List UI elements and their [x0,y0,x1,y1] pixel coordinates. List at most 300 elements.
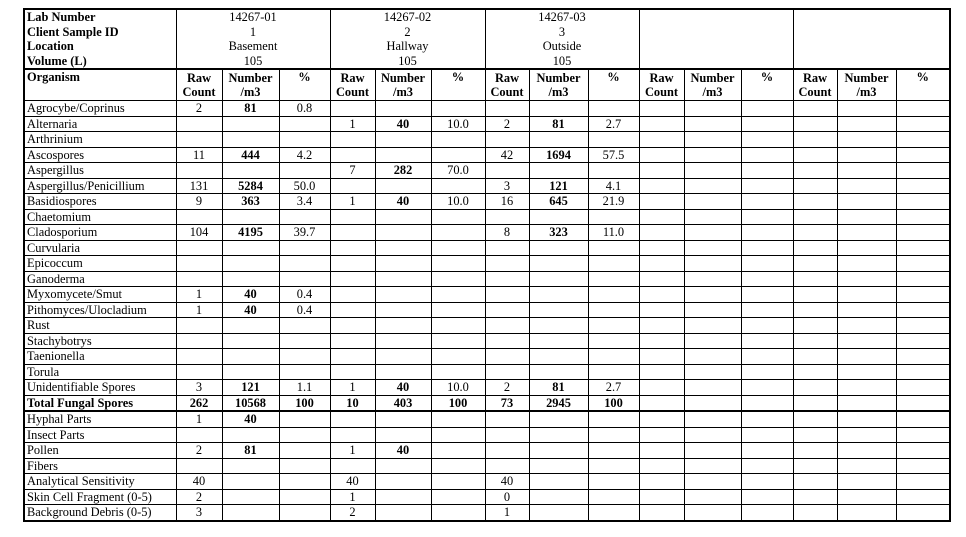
percent-cell [279,256,330,272]
number-per-m3-cell: 40 [375,116,431,132]
raw-count-cell [330,411,375,427]
percent-cell [588,364,639,380]
number-header-line1: Number [690,71,735,85]
number-per-m3-cell [684,411,741,427]
number-per-m3-cell [684,489,741,505]
raw-count-cell [330,271,375,287]
raw-count-cell [330,225,375,241]
number-per-m3-cell [222,427,279,443]
percent-cell [588,163,639,179]
number-per-m3-cell [837,178,896,194]
number-per-m3-cell [529,349,588,365]
number-per-m3-cell [222,474,279,490]
percent-cell [896,349,950,365]
table-row [24,333,950,349]
percent-cell [896,505,950,521]
percent-cell [279,474,330,490]
table-row [24,116,950,132]
raw-count-cell: 3 [176,505,222,521]
raw-count-header-line2: Count [335,85,370,99]
raw-count-cell [793,116,837,132]
table-row [24,364,950,380]
percent-cell [896,209,950,225]
table-row [24,427,950,443]
percent-cell [588,349,639,365]
percent-cell [279,458,330,474]
percent-header: % [588,69,639,101]
percent-cell [588,489,639,505]
number-per-m3-cell [222,333,279,349]
percent-cell [431,458,485,474]
organism-name: Analytical Sensitivity [24,474,176,490]
number-per-m3-cell [837,240,896,256]
percent-cell [741,458,793,474]
percent-cell [741,240,793,256]
raw-count-cell [330,240,375,256]
percent-cell [279,333,330,349]
raw-count-cell [330,209,375,225]
number-per-m3-cell [837,458,896,474]
number-per-m3-cell [837,194,896,210]
percent-cell [279,411,330,427]
sample-client-id [793,25,950,40]
number-per-m3-cell [837,474,896,490]
raw-count-cell [176,132,222,148]
raw-count-cell [793,349,837,365]
raw-count-cell [793,240,837,256]
raw-count-cell [793,101,837,117]
number-per-m3-cell [529,427,588,443]
percent-cell [741,380,793,396]
table-row [24,194,950,210]
raw-count-cell [330,318,375,334]
header-label: Lab Number [24,9,176,25]
percent-cell [431,349,485,365]
number-per-m3-cell [684,101,741,117]
organism-name: Basidiospores [24,194,176,210]
sample-location: Basement [176,39,330,54]
table-row [24,225,950,241]
table-row [24,489,950,505]
percent-cell [431,505,485,521]
raw-count-cell [485,163,529,179]
number-per-m3-cell [837,489,896,505]
organism-name: Alternaria [24,116,176,132]
raw-count-cell [330,256,375,272]
raw-count-cell [793,302,837,318]
organism-name: Skin Cell Fragment (0-5) [24,489,176,505]
number-header-line1: Number [228,71,273,85]
raw-count-header [485,69,529,101]
raw-count-cell [639,505,684,521]
percent-cell [896,380,950,396]
number-per-m3-cell: 81 [529,116,588,132]
organism-name: Pithomyces/Ulocladium [24,302,176,318]
raw-count-cell [639,302,684,318]
raw-count-cell [639,318,684,334]
number-per-m3-cell [837,443,896,459]
percent-cell [896,364,950,380]
raw-count-cell [485,427,529,443]
percent-cell: 100 [279,395,330,411]
organism-name: Cladosporium [24,225,176,241]
raw-count-cell [330,349,375,365]
number-header-line2: /m3 [548,85,569,99]
raw-count-cell [793,163,837,179]
number-per-m3-cell [837,256,896,272]
percent-cell [588,411,639,427]
percent-cell: 0.4 [279,287,330,303]
percent-cell: 4.2 [279,147,330,163]
raw-count-cell [639,427,684,443]
raw-count-cell [639,225,684,241]
percent-cell [431,132,485,148]
raw-count-cell [639,271,684,287]
table-row [24,132,950,148]
organism-name: Fibers [24,458,176,474]
number-per-m3-cell [684,147,741,163]
percent-cell: 39.7 [279,225,330,241]
percent-cell: 10.0 [431,116,485,132]
number-per-m3-cell [375,333,431,349]
raw-count-cell [485,411,529,427]
raw-count-cell: 2 [485,380,529,396]
percent-cell [279,209,330,225]
raw-count-cell [485,443,529,459]
number-per-m3-cell [684,256,741,272]
number-per-m3-cell: 645 [529,194,588,210]
number-per-m3-cell [837,147,896,163]
raw-count-cell [485,333,529,349]
raw-count-cell: 8 [485,225,529,241]
percent-cell: 10.0 [431,380,485,396]
number-per-m3-cell [684,395,741,411]
number-per-m3-cell: 323 [529,225,588,241]
raw-count-header [793,69,837,101]
organism-name: Total Fungal Spores [24,395,176,411]
percent-cell [588,443,639,459]
sample-lab-number [793,9,950,25]
percent-cell [431,240,485,256]
raw-count-header-line2: Count [490,85,524,99]
percent-cell [741,489,793,505]
number-per-m3-cell [529,256,588,272]
number-per-m3-cell [684,287,741,303]
number-per-m3-cell [684,333,741,349]
raw-count-cell [793,225,837,241]
raw-count-cell [639,147,684,163]
percent-cell [279,271,330,287]
percent-cell [741,225,793,241]
percent-cell [431,225,485,241]
number-per-m3-header [529,69,588,101]
organism-name: Aspergillus [24,163,176,179]
raw-count-cell: 2 [176,443,222,459]
table-row [24,147,950,163]
organism-name: Myxomycete/Smut [24,287,176,303]
raw-count-cell: 7 [330,163,375,179]
raw-count-cell [793,458,837,474]
percent-cell [431,178,485,194]
raw-count-cell: 1 [176,411,222,427]
raw-count-cell [639,349,684,365]
number-per-m3-cell [375,302,431,318]
percent-cell [279,489,330,505]
percent-cell [741,302,793,318]
number-per-m3-cell [375,287,431,303]
raw-count-cell [330,287,375,303]
number-per-m3-cell [529,302,588,318]
number-per-m3-cell [375,240,431,256]
raw-count-cell: 3 [176,380,222,396]
raw-count-cell: 1 [330,443,375,459]
percent-cell [588,287,639,303]
number-per-m3-cell: 4195 [222,225,279,241]
number-header-line2: /m3 [856,85,877,99]
raw-count-cell [639,333,684,349]
raw-count-cell [176,163,222,179]
raw-count-cell [793,505,837,521]
percent-cell [741,271,793,287]
sample-client-id: 3 [485,25,639,40]
number-per-m3-header [684,69,741,101]
organism-name: Insect Parts [24,427,176,443]
percent-cell [588,240,639,256]
raw-count-cell: 11 [176,147,222,163]
percent-header: % [279,69,330,101]
table-row [24,101,950,117]
number-per-m3-cell [684,194,741,210]
raw-count-cell [176,116,222,132]
number-per-m3-cell [837,209,896,225]
raw-count-cell [639,116,684,132]
percent-cell [588,505,639,521]
raw-count-cell [330,302,375,318]
percent-cell [896,271,950,287]
percent-cell [896,411,950,427]
percent-cell [896,287,950,303]
number-header-line2: /m3 [240,85,261,99]
percent-cell [279,443,330,459]
sample-volume: 105 [485,54,639,70]
raw-count-cell: 0 [485,489,529,505]
raw-count-header-line1: Raw [186,71,212,85]
number-per-m3-cell [837,318,896,334]
number-per-m3-cell [529,318,588,334]
sample-client-id: 1 [176,25,330,40]
number-per-m3-cell [529,489,588,505]
raw-count-cell [176,458,222,474]
raw-count-cell [793,333,837,349]
percent-cell [431,474,485,490]
number-per-m3-cell [837,427,896,443]
sample-volume: 105 [176,54,330,70]
number-per-m3-cell [222,256,279,272]
percent-cell: 2.7 [588,380,639,396]
table-row [24,474,950,490]
number-per-m3-cell: 40 [375,443,431,459]
number-per-m3-cell [684,364,741,380]
number-per-m3-cell: 121 [529,178,588,194]
number-per-m3-cell [837,163,896,179]
percent-cell [896,458,950,474]
number-per-m3-cell [837,411,896,427]
raw-count-cell [176,256,222,272]
raw-count-cell: 16 [485,194,529,210]
raw-count-cell [639,474,684,490]
percent-cell [741,349,793,365]
percent-cell [741,427,793,443]
number-per-m3-cell [529,209,588,225]
raw-count-cell [639,364,684,380]
table-row [24,178,950,194]
organism-name: Stachybotrys [24,333,176,349]
raw-count-cell: 1 [330,489,375,505]
percent-cell: 0.4 [279,302,330,318]
number-per-m3-cell [684,443,741,459]
table-row [24,256,950,272]
number-per-m3-cell [375,474,431,490]
percent-cell [279,318,330,334]
percent-cell: 21.9 [588,194,639,210]
percent-cell [431,489,485,505]
raw-count-cell: 2 [176,101,222,117]
number-per-m3-cell [529,163,588,179]
number-per-m3-cell [375,209,431,225]
number-per-m3-cell [837,302,896,318]
number-per-m3-cell: 40 [222,287,279,303]
sample-lab-number: 14267-03 [485,9,639,25]
raw-count-cell [793,411,837,427]
number-per-m3-cell [222,364,279,380]
number-per-m3-cell [529,443,588,459]
raw-count-cell: 131 [176,178,222,194]
raw-count-cell [639,256,684,272]
raw-count-cell [176,209,222,225]
raw-count-cell [176,318,222,334]
number-per-m3-cell [684,380,741,396]
organism-name: Aspergillus/Penicillium [24,178,176,194]
table-row [24,163,950,179]
raw-count-cell [485,256,529,272]
number-per-m3-cell [375,318,431,334]
number-per-m3-cell [222,349,279,365]
raw-count-cell: 9 [176,194,222,210]
number-per-m3-cell [222,240,279,256]
number-per-m3-cell [375,427,431,443]
number-per-m3-cell [684,225,741,241]
percent-cell [741,116,793,132]
number-per-m3-cell [222,318,279,334]
header-label: Volume (L) [24,54,176,70]
percent-cell: 100 [431,395,485,411]
percent-cell: 2.7 [588,116,639,132]
number-per-m3-cell [684,132,741,148]
percent-cell [431,271,485,287]
raw-count-cell [793,147,837,163]
percent-cell [431,443,485,459]
percent-cell [741,287,793,303]
number-per-m3-cell [837,132,896,148]
number-per-m3-cell [375,349,431,365]
raw-count-cell [330,333,375,349]
number-per-m3-cell [684,302,741,318]
percent-cell: 4.1 [588,178,639,194]
raw-count-cell [485,240,529,256]
number-per-m3-cell [837,380,896,396]
number-per-m3-cell: 5284 [222,178,279,194]
number-per-m3-cell [837,364,896,380]
raw-count-cell [793,287,837,303]
percent-cell [896,240,950,256]
percent-cell [896,178,950,194]
raw-count-cell [485,458,529,474]
sample-location [639,39,793,54]
organism-name: Taenionella [24,349,176,365]
raw-count-cell: 3 [485,178,529,194]
percent-cell [588,256,639,272]
organism-name: Ascospores [24,147,176,163]
percent-cell: 100 [588,395,639,411]
sample-client-id: 2 [330,25,485,40]
raw-count-cell [793,271,837,287]
percent-cell [896,132,950,148]
raw-count-cell [176,364,222,380]
number-per-m3-cell [684,318,741,334]
number-per-m3-cell [684,240,741,256]
number-per-m3-cell: 1694 [529,147,588,163]
percent-cell [896,489,950,505]
percent-cell [588,302,639,318]
percent-cell [431,147,485,163]
raw-count-cell: 2 [330,505,375,521]
raw-count-cell: 262 [176,395,222,411]
percent-cell [431,209,485,225]
organism-name: Torula [24,364,176,380]
number-per-m3-cell: 40 [222,411,279,427]
percent-cell [741,505,793,521]
percent-cell [431,427,485,443]
raw-count-cell: 1 [330,116,375,132]
raw-count-cell [176,240,222,256]
raw-count-header [639,69,684,101]
raw-count-cell: 1 [176,302,222,318]
number-per-m3-cell [684,458,741,474]
number-per-m3-cell: 40 [375,380,431,396]
raw-count-cell [639,178,684,194]
raw-count-cell [793,443,837,459]
percent-cell [741,178,793,194]
raw-count-cell [330,364,375,380]
number-per-m3-cell: 10568 [222,395,279,411]
percent-cell [741,364,793,380]
raw-count-cell [793,380,837,396]
number-per-m3-cell [837,225,896,241]
raw-count-cell [639,458,684,474]
header-row-location [24,39,950,54]
percent-cell [431,101,485,117]
number-per-m3-cell [375,178,431,194]
raw-count-cell: 1 [176,287,222,303]
percent-cell [896,474,950,490]
sample-location: Hallway [330,39,485,54]
organism-name: Pollen [24,443,176,459]
raw-count-header-line2: Count [798,85,832,99]
percent-cell [896,194,950,210]
number-per-m3-cell [222,489,279,505]
raw-count-cell [793,178,837,194]
organism-column-header: Organism [24,69,176,101]
